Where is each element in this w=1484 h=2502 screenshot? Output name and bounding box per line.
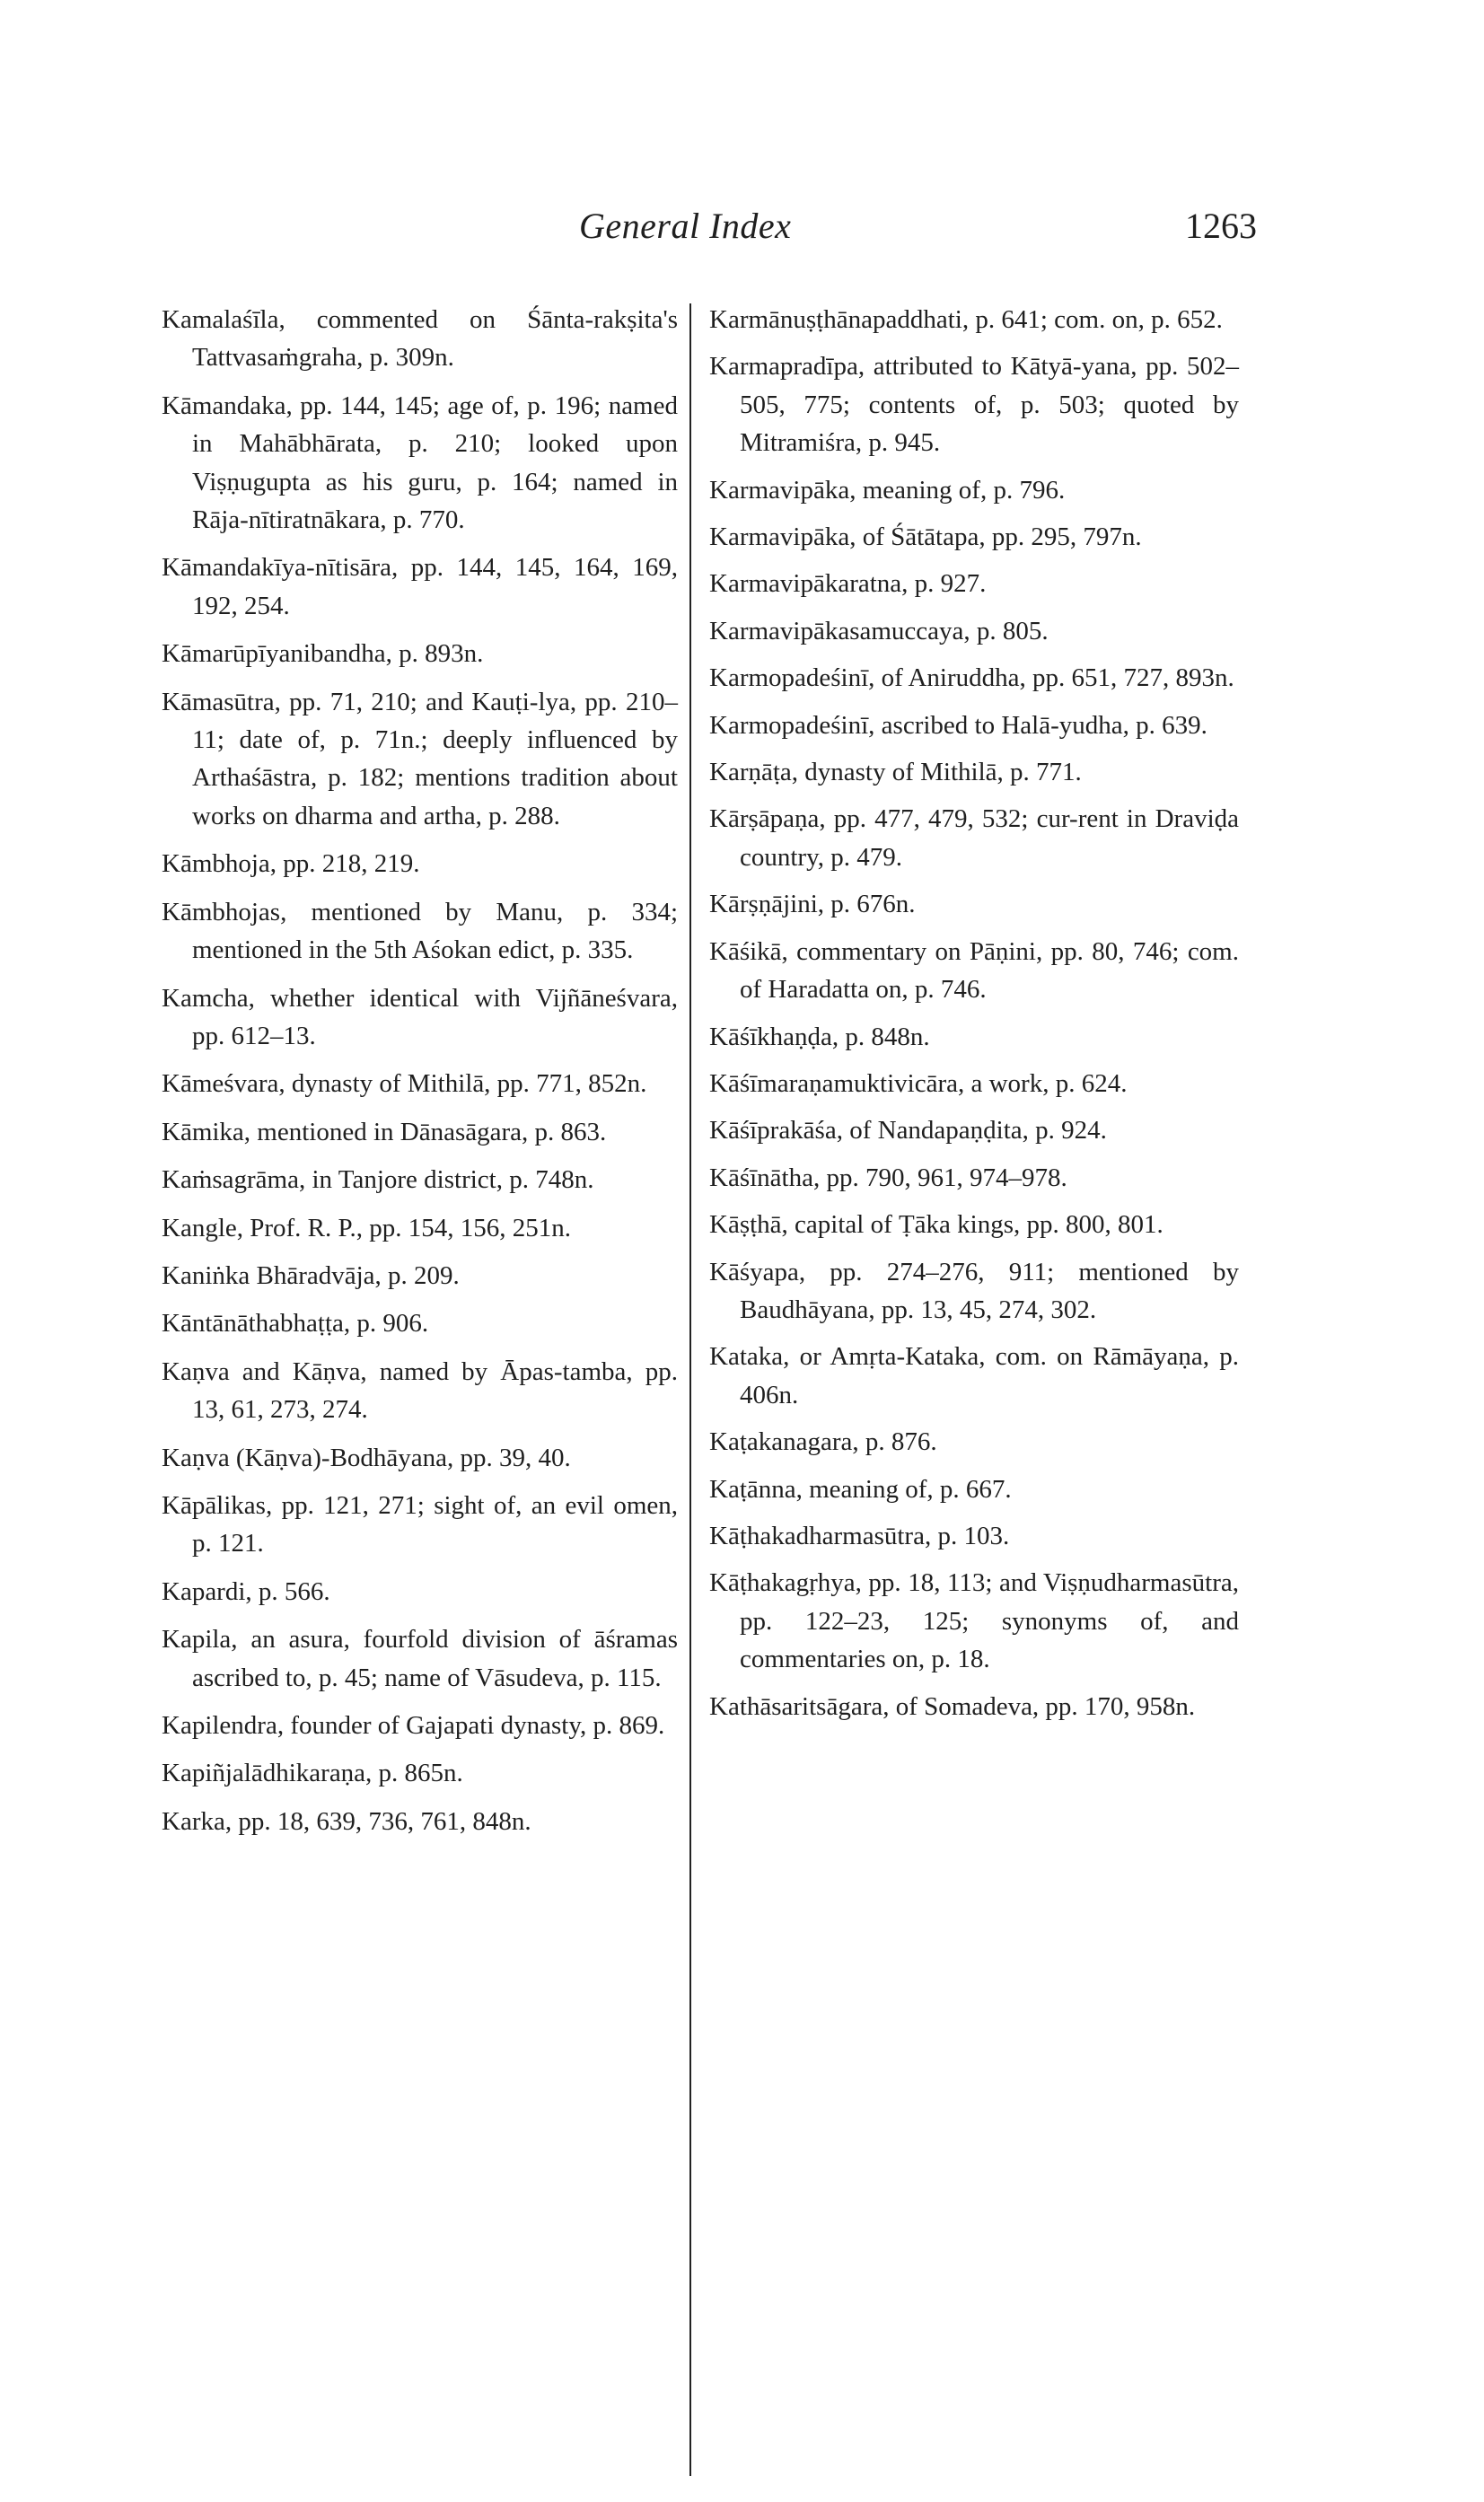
index-entry: Kapiñjalādhikaraṇa, p. 865n. [162,1759,463,1788]
index-entry: Kamalaśīla, commented on Śānta-rakṣita's Tattvasaṁgraha, p. 309n. [162,305,678,373]
index-entry: Kapilendra, founder of Gajapati dynasty, p. 869. [162,1711,665,1740]
index-entry: Kārṣṇājini, p. 676n. [709,890,916,919]
index-entry: Karmopadeśinī, ascribed to Halā-yudha, p. 639. [709,710,1207,740]
index-entry: Kathāsaritsāgara, of Somadeva, pp. 170, 958n. [709,1691,1196,1721]
index-entry: Kaṇva and Kāṇva, named by Āpas-tamba, pp. 13, 61, 273, 274. [162,1356,678,1425]
index-entry: Kāśīkhaṇḍa, p. 848n. [709,1022,930,1051]
index-entry: Kāmarūpīyanibandha, p. 893n. [162,639,484,669]
index-entry: Kaṇva (Kāṇva)-Bodhāyana, pp. 39, 40. [162,1443,571,1472]
index-entry: Kapila, an asura, fourfold division of āśramas ascribed to, p. 45; name of Vāsudeva, p. 115. [162,1625,678,1692]
index-entry: Kamcha, whether identical with Vijñāneśvara, pp. 612–13. [162,983,678,1050]
index-entry: Kapardi, p. 566. [162,1576,330,1606]
index-entry: Kāmika, mentioned in Dānasāgara, p. 863. [162,1117,607,1146]
index-entry: Kaṭānna, meaning of, p. 667. [709,1474,1012,1504]
index-entry: Kāśikā, commentary on Pāṇini, pp. 80, 746; com. of Haradatta on, p. 746. [709,936,1239,1005]
index-entry: Karmavipāka, of Śātātapa, pp. 295, 797n. [709,522,1142,552]
column-divider [689,303,691,2476]
index-entry: Kataka, or Amṛta-Kataka, com. on Rāmāyaṇa, p. 406n. [709,1342,1239,1409]
index-entry: Kāśīmaraṇamuktivicāra, a work, p. 624. [709,1068,1128,1098]
index-entry: Kāṣṭhā, capital of Ṭāka kings, pp. 800, 801. [709,1210,1163,1240]
running-title: General Index [579,206,792,246]
index-entry: Kāmasūtra, pp. 71, 210; and Kauṭi-lya, pp. 210–11; date of, p. 71n.; deeply influenced by Arthaśāstra, p. 182; mentions tradition about works on dharma and artha, p. 288. [162,687,678,830]
index-entry: Kāmbhoja, pp. 218, 219. [162,849,420,879]
index-entry: Kāmeśvara, dynasty of Mithilā, pp. 771, 852n. [162,1069,647,1099]
index-column-left [162,301,678,1850]
index-entry: Kāṭhakagṛhya, pp. 18, 113; and Viṣṇudharmasūtra, pp. 122–23, 125; synonyms of, and commentaries on, p. 18. [709,1568,1239,1674]
index-entry: Kāmandaka, pp. 144, 145; age of, p. 196; named in Mahābhārata, p. 210; looked upon Viṣṇugupta as his guru, p. 164; named in Rāja-nītiratnākara, p. 770. [162,391,678,535]
page-header [162,205,1257,259]
index-entry: Kangle, Prof. R. P., pp. 154, 156, 251n. [162,1213,571,1242]
index-entry: Kāntānāthabhaṭṭa, p. 906. [162,1309,429,1339]
index-entry: Kāmbhojas, mentioned by Manu, p. 334; mentioned in the 5th Aśokan edict, p. 335. [162,897,678,965]
page-number: 1263 [1185,206,1257,246]
index-entry: Karmavipāka, meaning of, p. 796. [709,475,1066,505]
index-entry: Karṇāṭa, dynasty of Mithilā, p. 771. [709,758,1082,787]
index-column-right [709,301,1239,1734]
index-entry: Karmapradīpa, attributed to Kātyā-yana, pp. 502–505, 775; contents of, p. 503; quoted by Mitramiśra, p. 945. [709,352,1239,458]
index-entry: Kaṁsagrāma, in Tanjore district, p. 748n. [162,1165,594,1195]
index-entry: Kaniṅka Bhāradvāja, p. 209. [162,1260,460,1290]
index-entry: Karmānuṣṭhānapaddhati, p. 641; com. on, p. 652. [709,305,1223,334]
index-entry: Karmavipākasamuccaya, p. 805. [709,616,1049,645]
index-entry: Kārṣāpaṇa, pp. 477, 479, 532; cur-rent in Draviḍa country, p. 479. [709,804,1239,872]
index-entry: Kāṭhakadharmasūtra, p. 103. [709,1521,1010,1550]
index-entry: Kāśīnātha, pp. 790, 961, 974–978. [709,1163,1067,1192]
index-entry: Kāpālikas, pp. 121, 271; sight of, an evil omen, p. 121. [162,1490,678,1558]
index-entry: Kāśyapa, pp. 274–276, 911; mentioned by Baudhāyana, pp. 13, 45, 274, 302. [709,1257,1239,1324]
index-entry: Karmopadeśinī, of Aniruddha, pp. 651, 727, 893n. [709,663,1234,693]
index-entry: Kaṭakanagara, p. 876. [709,1427,937,1457]
index-entry: Kāmandakīya-nītisāra, pp. 144, 145, 164, 169, 192, 254. [162,553,678,620]
index-entry: Karka, pp. 18, 639, 736, 761, 848n. [162,1806,531,1836]
index-entry: Kāśīprakāśa, of Nandapaṇḍita, p. 924. [709,1116,1107,1146]
index-entry: Karmavipākaratna, p. 927. [709,569,987,599]
